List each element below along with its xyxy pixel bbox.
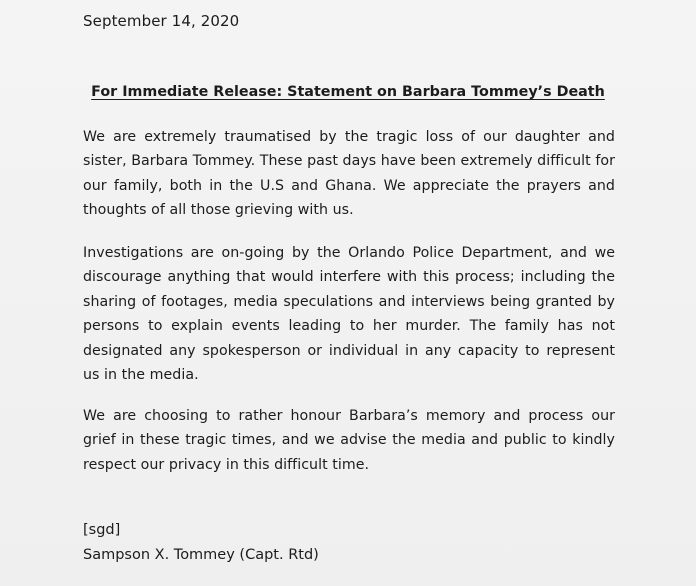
signed-marker: [sgd]	[83, 522, 121, 538]
statement-paragraph-3: We are choosing to rather honour Barbara’s memory and process our grief in these tragic times, and we advise the media and public to kindly respect our privacy in this difficult time.	[83, 408, 615, 473]
statement-title: For Immediate Release: Statement on Barbara Tommey’s Death	[91, 84, 605, 100]
statement-date: September 14, 2020	[83, 12, 240, 30]
statement-paragraph-2: Investigations are on-going by the Orlando Police Department, and we discourage anything that would interfere with this process; including the sharing of footages, media speculations and interviews being granted by persons to explain events leading to her murder. The family has not designated any spokesperson or individual in any capacity to represent us in the media.	[83, 245, 615, 384]
signatory-name: Sampson X. Tommey (Capt. Rtd)	[83, 547, 319, 563]
statement-paragraph-1: We are extremely traumatised by the tragic loss of our daughter and sister, Barbara Tommey. These past days have been extremely difficult for our family, both in the U.S and Ghana. We appreciate the prayers and thoughts of all those grieving with us.	[83, 129, 615, 219]
